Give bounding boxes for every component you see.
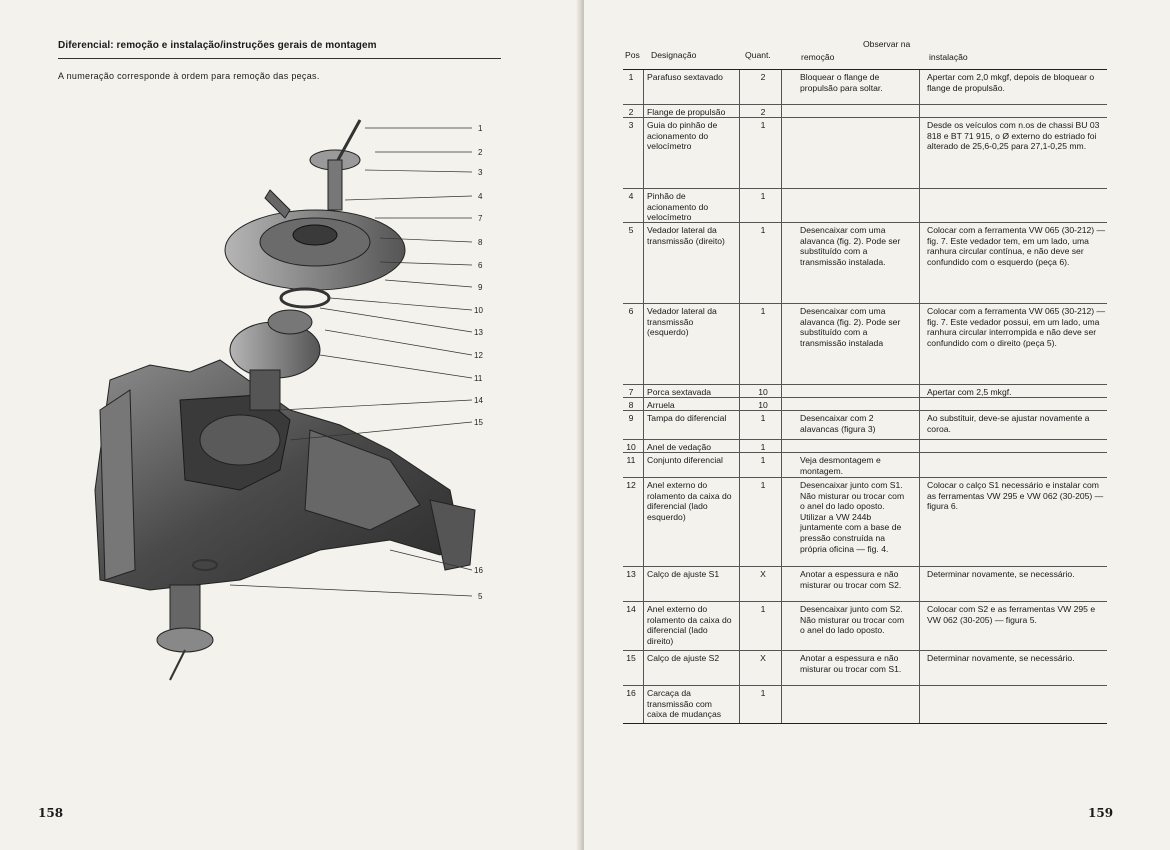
table-row	[623, 440, 1107, 453]
transmission-case	[95, 360, 475, 590]
row-quantity: 10	[758, 387, 768, 397]
callout-12: 12	[474, 351, 483, 360]
row-removal: Desencaixar junto com S2. Não misturar ou trocar com o anel do lado oposto.	[800, 604, 905, 636]
row-designation: Anel externo do rolamento da caixa do diferencial (lado esquerdo)	[647, 480, 732, 522]
row-quantity: 1	[760, 455, 766, 465]
left-page	[0, 0, 582, 850]
row-removal: Desencaixar junto com S1. Não misturar ou trocar com o anel do lado oposto. Utilizar a VW 244b juntamente com a base de pressão construída na própria oficina — fig. 4.	[800, 480, 905, 554]
table-row	[623, 686, 1107, 724]
row-pos: 3	[628, 120, 634, 130]
row-removal: Anotar a espessura e não misturar ou trocar com S2.	[800, 569, 902, 590]
column-divider	[781, 440, 782, 452]
row-designation: Conjunto diferencial	[647, 455, 723, 465]
column-divider	[781, 453, 782, 477]
column-divider	[739, 440, 740, 452]
row-removal: Desencaixar com uma alavanca (fig. 2). Pode ser substituído com a transmissão instalada.	[800, 225, 901, 267]
column-divider	[781, 105, 782, 117]
column-divider	[739, 223, 740, 303]
column-divider	[643, 567, 644, 601]
column-divider	[919, 440, 920, 452]
column-divider	[781, 118, 782, 188]
column-divider	[781, 567, 782, 601]
column-divider	[739, 118, 740, 188]
header-designacao: Designação	[651, 50, 697, 60]
row-pos: 6	[628, 306, 634, 316]
page-heading: Diferencial: remoção e instalação/instruções gerais de montagem	[58, 40, 377, 51]
row-pos: 1	[628, 72, 634, 82]
row-removal: Desencaixar com 2 alavancas (figura 3)	[800, 413, 876, 434]
row-installation: Ao substituir, deve-se ajustar novamente a coroa.	[927, 413, 1090, 434]
column-divider	[643, 453, 644, 477]
row-quantity: 2	[760, 72, 766, 82]
column-divider	[919, 453, 920, 477]
row-installation: Determinar novamente, se necessário.	[927, 653, 1075, 663]
row-quantity: 2	[760, 107, 766, 117]
row-quantity: 1	[760, 191, 766, 201]
column-divider	[919, 304, 920, 384]
column-divider	[919, 478, 920, 566]
row-designation: Calço de ajuste S1	[647, 569, 720, 579]
column-divider	[643, 440, 644, 452]
row-quantity: 1	[760, 413, 766, 423]
column-divider	[781, 70, 782, 104]
row-designation: Calço de ajuste S2	[647, 653, 720, 663]
callout-3: 3	[478, 168, 483, 177]
seal-ring	[281, 289, 329, 307]
row-designation: Flange de propulsão	[647, 107, 726, 117]
row-installation: Colocar com a ferramenta VW 065 (30-212) — fig. 7. Este vedador tem, em um lado, uma ranhura circular contínua, e não deve ser confundido com o esquerdo (peça 6).	[927, 225, 1106, 267]
header-remocao: remoção	[801, 52, 835, 62]
column-divider	[739, 189, 740, 222]
column-divider	[781, 223, 782, 303]
column-divider	[919, 118, 920, 188]
row-designation: Porca sextavada	[647, 387, 712, 397]
column-divider	[643, 70, 644, 104]
row-installation: Colocar com a ferramenta VW 065 (30-212) — fig. 7. Este vedador possui, em um lado, uma ranhura circular interrompida e não deve ser confundido com o direito (peça 5).	[927, 306, 1106, 348]
column-divider	[643, 223, 644, 303]
row-pos: 15	[626, 653, 636, 663]
row-pos: 9	[628, 413, 634, 423]
table-row	[623, 223, 1107, 304]
column-divider	[781, 304, 782, 384]
callout-7: 7	[478, 214, 483, 223]
page-subtitle: A numeração corresponde à ordem para remoção das peças.	[58, 71, 320, 81]
callout-2: 2	[478, 148, 483, 157]
row-removal: Anotar a espessura e não misturar ou trocar com S1.	[800, 653, 902, 674]
callout-11: 11	[474, 374, 483, 383]
callout-9: 9	[478, 283, 483, 292]
callout-8: 8	[478, 238, 483, 247]
row-designation: Vedador lateral da transmissão (direito)	[647, 225, 725, 246]
header-instalacao: instalação	[929, 52, 968, 62]
column-divider	[739, 411, 740, 439]
row-designation: Anel externo do rolamento da caixa do diferencial (lado direito)	[647, 604, 732, 646]
differential-cover	[225, 210, 405, 290]
callout-15: 15	[474, 418, 483, 427]
column-divider	[919, 385, 920, 397]
column-divider	[919, 567, 920, 601]
exploded-view-diagram	[90, 110, 510, 690]
row-pos: 14	[626, 604, 636, 614]
table-body	[623, 70, 1107, 724]
callout-16: 16	[474, 566, 483, 575]
row-designation: Parafuso sextavado	[647, 72, 723, 82]
row-quantity: 1	[760, 442, 766, 452]
column-divider	[739, 453, 740, 477]
column-divider	[739, 602, 740, 650]
callout-10: 10	[474, 306, 483, 315]
row-quantity: 10	[758, 400, 768, 410]
drive-flange-top	[310, 120, 360, 210]
column-divider	[781, 602, 782, 650]
table-row	[623, 602, 1107, 651]
row-quantity: 1	[760, 604, 766, 614]
row-pos: 2	[628, 107, 634, 117]
column-divider	[919, 189, 920, 222]
row-quantity: X	[760, 653, 766, 663]
row-pos: 7	[628, 387, 634, 397]
table-row	[623, 567, 1107, 602]
column-divider	[643, 651, 644, 685]
column-divider	[739, 478, 740, 566]
row-installation: Apertar com 2,5 mkgf.	[927, 387, 1012, 397]
callout-numbers	[474, 124, 483, 601]
table-row	[623, 478, 1107, 567]
callout-5: 5	[478, 592, 483, 601]
column-divider	[781, 385, 782, 397]
row-quantity: 1	[760, 480, 766, 490]
table-row	[623, 70, 1107, 105]
column-divider	[919, 686, 920, 723]
column-divider	[739, 70, 740, 104]
column-divider	[781, 411, 782, 439]
heading-rule	[58, 58, 501, 59]
column-divider	[919, 398, 920, 410]
row-pos: 12	[626, 480, 636, 490]
column-divider	[919, 411, 920, 439]
column-divider	[781, 686, 782, 723]
page-number-left: 158	[38, 806, 64, 820]
callout-14: 14	[474, 396, 483, 405]
row-designation: Guia do pinhão de acionamento do velocímetro	[647, 120, 718, 152]
row-quantity: 1	[760, 306, 766, 316]
column-divider	[643, 189, 644, 222]
row-pos: 13	[626, 569, 636, 579]
column-divider	[919, 651, 920, 685]
page-number-right: 159	[1088, 806, 1114, 820]
column-divider	[739, 304, 740, 384]
row-installation: Colocar com S2 e as ferramentas VW 295 e VW 062 (30-205) — figura 5.	[927, 604, 1096, 625]
callout-13: 13	[474, 328, 483, 337]
column-divider	[739, 651, 740, 685]
row-designation: Anel de vedação	[647, 442, 712, 452]
row-installation: Determinar novamente, se necessário.	[927, 569, 1075, 579]
column-divider	[643, 686, 644, 723]
row-removal: Desencaixar com uma alavanca (fig. 2). Pode ser substituído com a transmissão instalada	[800, 306, 901, 348]
column-divider	[739, 398, 740, 410]
column-divider	[739, 686, 740, 723]
header-quant: Quant.	[745, 50, 771, 60]
row-pos: 16	[626, 688, 636, 698]
row-designation: Pinhão de acionamento do velocímetro	[647, 191, 709, 223]
table-header	[623, 38, 1107, 70]
table-row	[623, 105, 1107, 118]
row-pos: 11	[626, 455, 636, 465]
row-pos: 5	[628, 225, 634, 235]
callout-1: 1	[478, 124, 483, 133]
column-divider	[643, 398, 644, 410]
table-row	[623, 385, 1107, 398]
row-installation: Desde os veículos com n.os de chassi BU 03 818 e BT 71 915, o Ø externo do estriado foi alterado de 25,6-0,25 para 27,1-0,25 mm.	[927, 120, 1100, 152]
column-divider	[643, 105, 644, 117]
callout-4: 4	[478, 192, 483, 201]
callout-6: 6	[478, 261, 483, 270]
table-row	[623, 651, 1107, 686]
row-removal: Bloquear o flange de propulsão para soltar.	[800, 72, 883, 93]
column-divider	[919, 105, 920, 117]
table-row	[623, 411, 1107, 440]
column-divider	[739, 105, 740, 117]
column-divider	[643, 385, 644, 397]
row-pos: 4	[628, 191, 634, 201]
row-quantity: 1	[760, 120, 766, 130]
column-divider	[643, 602, 644, 650]
row-designation: Tampa do diferencial	[647, 413, 727, 423]
row-designation: Carcaça da transmissão com caixa de mudanças	[647, 688, 722, 720]
column-divider	[781, 478, 782, 566]
parts-table	[623, 38, 1107, 724]
table-row	[623, 118, 1107, 189]
row-quantity: X	[760, 569, 766, 579]
column-divider	[643, 304, 644, 384]
table-row	[623, 304, 1107, 385]
row-pos: 8	[628, 400, 634, 410]
row-quantity: 1	[760, 225, 766, 235]
table-row	[623, 398, 1107, 411]
column-divider	[781, 398, 782, 410]
header-observar: Observar na	[863, 39, 911, 49]
header-pos: Pos	[625, 50, 640, 60]
column-divider	[919, 223, 920, 303]
row-installation: Colocar o calço S1 necessário e instalar com as ferramentas VW 295 e VW 062 (30-205) — figura 6.	[927, 480, 1104, 512]
column-divider	[643, 478, 644, 566]
row-designation: Arruela	[647, 400, 675, 410]
column-divider	[781, 651, 782, 685]
row-quantity: 1	[760, 688, 766, 698]
column-divider	[643, 411, 644, 439]
row-designation: Vedador lateral da transmissão (esquerdo)	[647, 306, 717, 338]
column-divider	[739, 385, 740, 397]
row-installation: Apertar com 2,0 mkgf, depois de bloquear o flange de propulsão.	[927, 72, 1095, 93]
column-divider	[739, 567, 740, 601]
row-pos: 10	[626, 442, 636, 452]
row-removal: Veja desmontagem e montagem.	[800, 455, 881, 476]
column-divider	[919, 70, 920, 104]
table-row	[623, 453, 1107, 478]
table-row	[623, 189, 1107, 223]
column-divider	[919, 602, 920, 650]
column-divider	[643, 118, 644, 188]
column-divider	[781, 189, 782, 222]
